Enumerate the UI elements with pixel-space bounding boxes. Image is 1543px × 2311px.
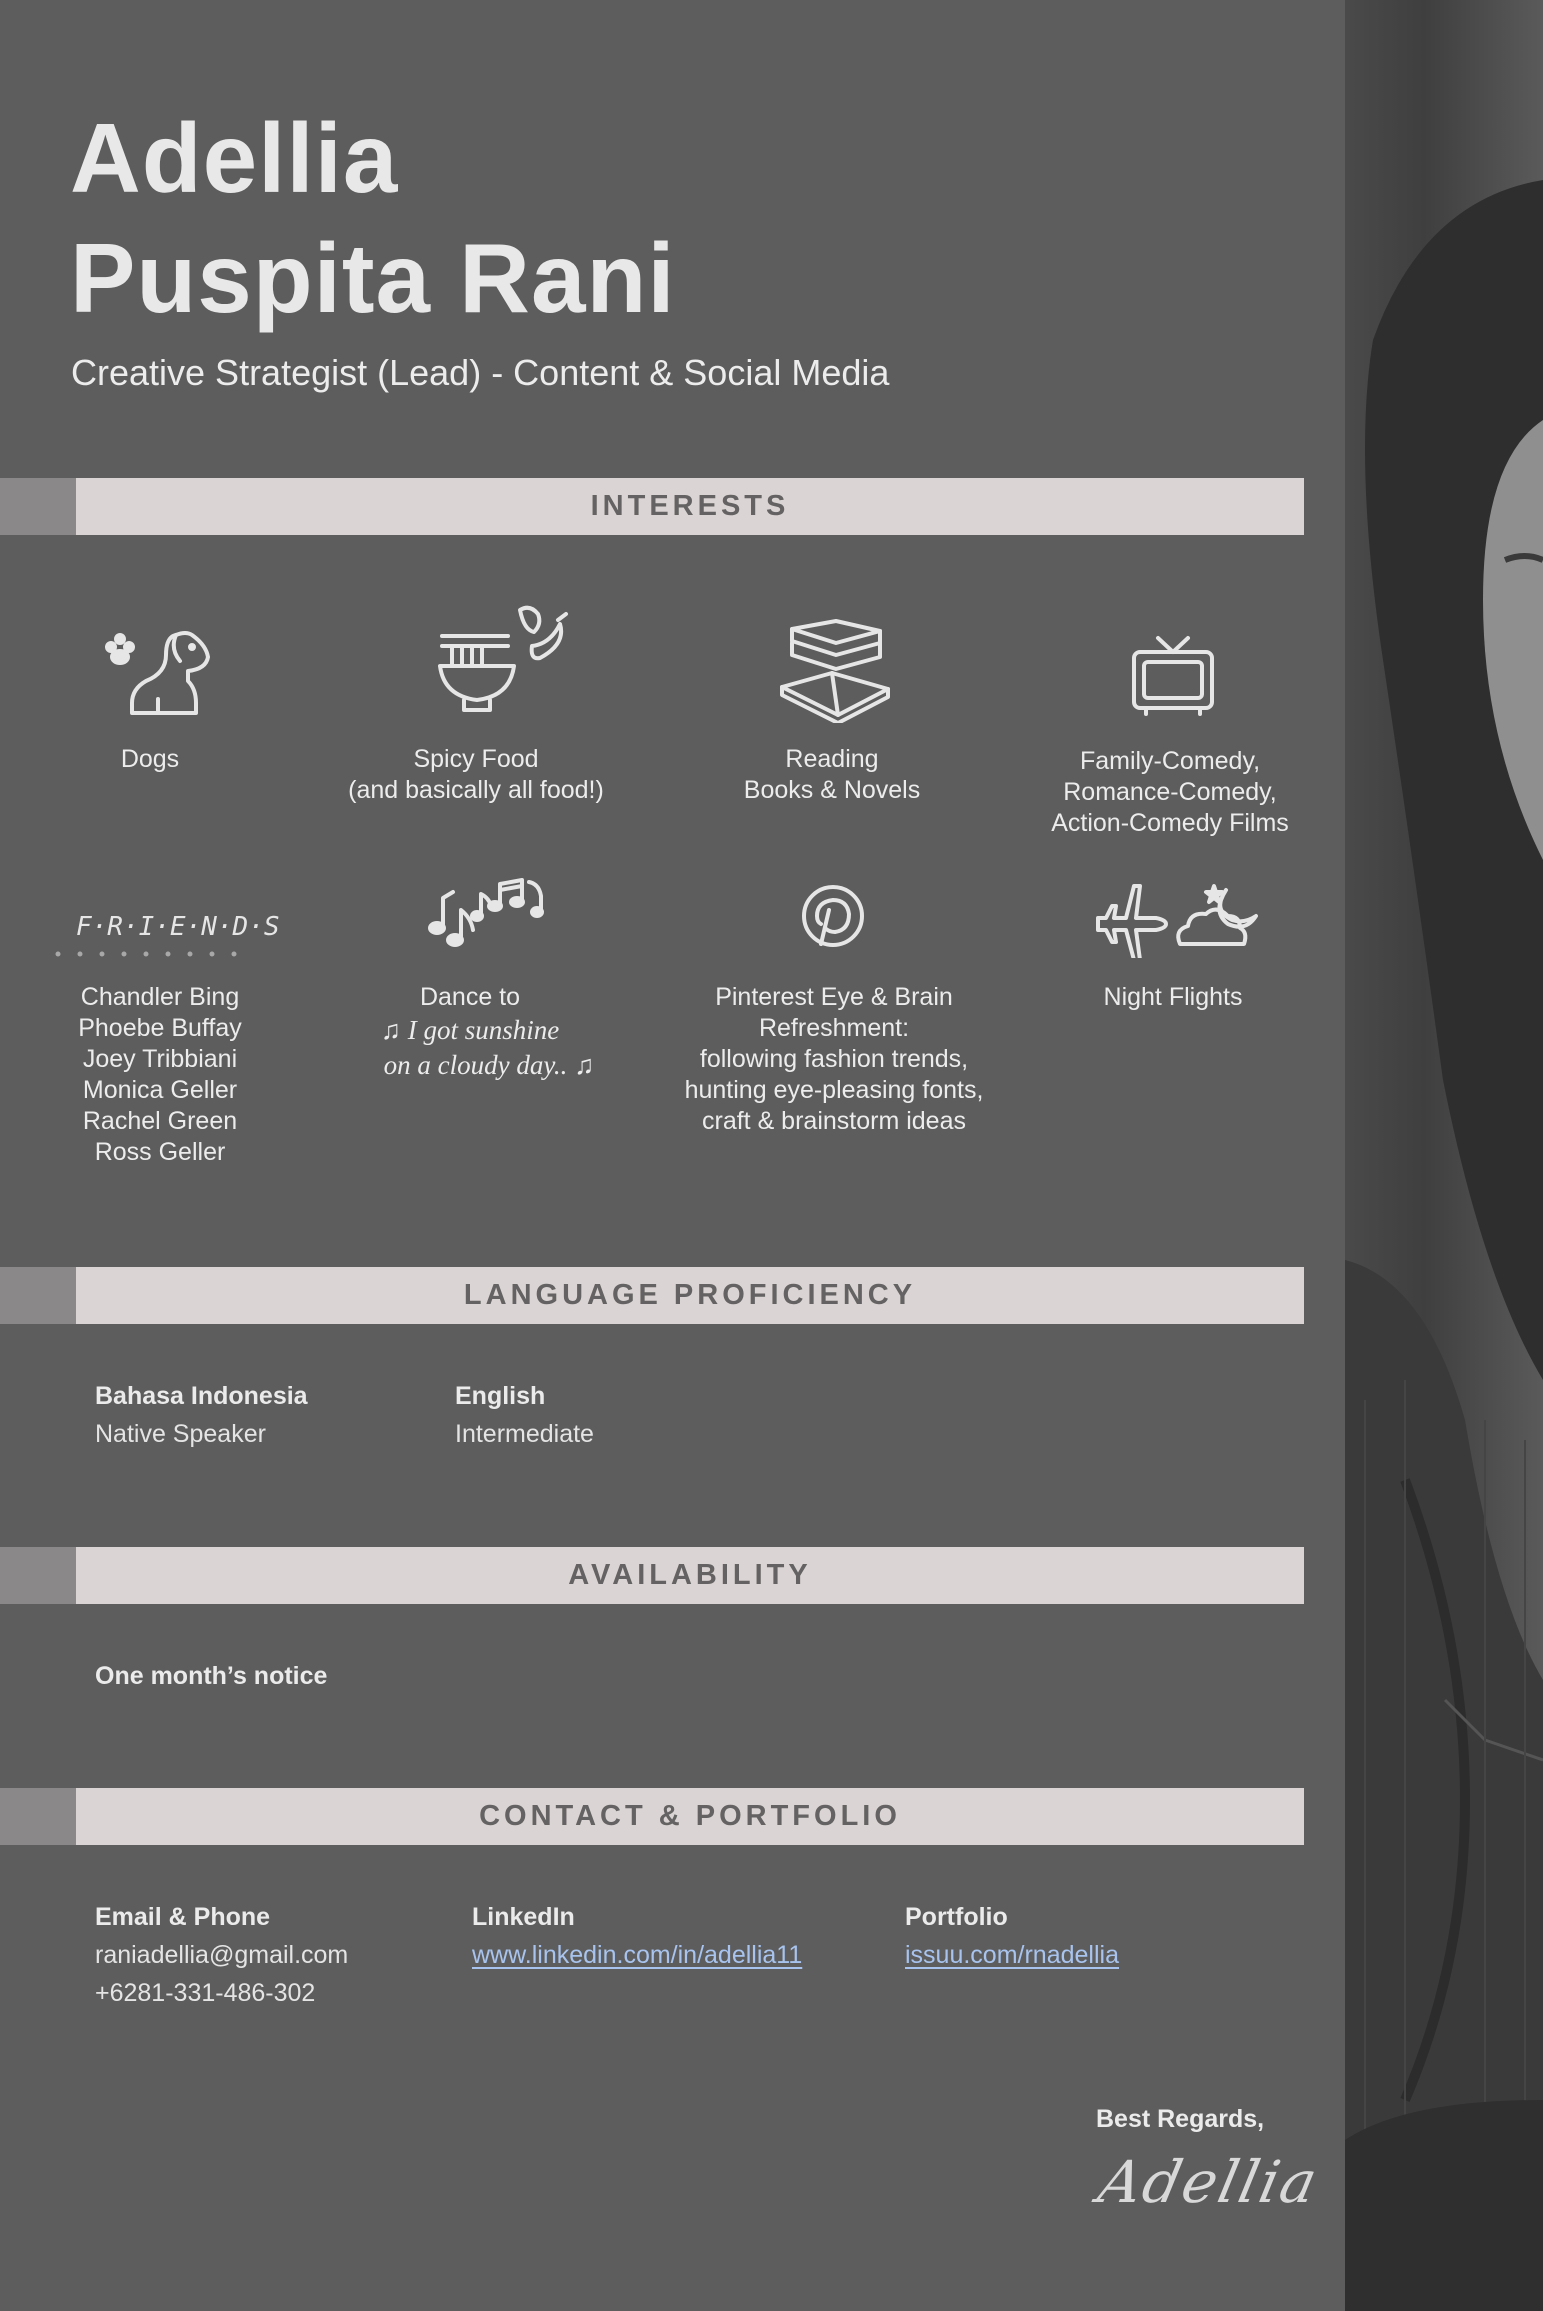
interest-reading-line-1: Reading (785, 745, 879, 773)
noodle-bowl-icon (432, 598, 572, 716)
dog-icon (100, 625, 212, 717)
interest-night-flights: Night Flights (1103, 983, 1243, 1011)
section-tab (0, 478, 76, 535)
portfolio-label: Portfolio (905, 1903, 1008, 1931)
music-notes-icon (425, 876, 545, 960)
job-title: Creative Strategist (Lead) - Content & Social Media (71, 352, 890, 393)
dance-lyric-line-2: on a cloudy day.. ♫ (383, 1050, 595, 1080)
friends-logo: F·R·I·E·N·D·S (76, 912, 280, 942)
language-level: Native Speaker (95, 1420, 266, 1448)
language-level: Intermediate (455, 1420, 594, 1448)
interest-food-line-2: (and basically all food!) (348, 776, 604, 804)
pinterest-icon (801, 884, 865, 948)
interest-dogs: Dogs (120, 745, 180, 773)
section-tab (0, 1788, 76, 1845)
section-tab (0, 1547, 76, 1604)
name-line-1: Adellia (70, 103, 399, 213)
section-header-interests: INTERESTS (76, 478, 1304, 535)
friends-cast-member: Ross Geller (94, 1138, 226, 1166)
friends-cast-member: Phoebe Buffay (78, 1014, 242, 1042)
interest-reading (710, 744, 954, 806)
profile-photo (1345, 0, 1543, 2311)
availability-notice: One month’s notice (95, 1662, 328, 1690)
friends-dots (54, 950, 254, 958)
friends-cast-member: Chandler Bing (80, 983, 240, 1011)
interest-films-line-2: Romance-Comedy, (1063, 778, 1277, 806)
books-icon (780, 615, 892, 723)
interest-reading-line-2: Books & Novels (743, 776, 921, 804)
section-header-availability: AVAILABILITY (76, 1547, 1304, 1604)
portfolio-link[interactable]: issuu.com/rnadellia (905, 1941, 1119, 1969)
email-address[interactable]: raniadellia@gmail.com (95, 1941, 349, 1969)
airplane-icon (1096, 882, 1170, 958)
interest-pinterest (664, 982, 1004, 1137)
section-tab (0, 1267, 76, 1324)
name-line-2: Puspita Rani (70, 223, 676, 333)
phone-number[interactable]: +6281-331-486-302 (95, 1979, 316, 2007)
pinterest-line: craft & brainstorm ideas (702, 1107, 966, 1135)
pinterest-line: following fashion trends, (699, 1045, 969, 1073)
email-phone-label: Email & Phone (95, 1903, 271, 1931)
language-name: English (455, 1382, 546, 1410)
dance-lyric-line-1: ♫ I got sunshine (380, 1015, 560, 1045)
interest-dance (330, 982, 610, 1083)
interest-food-line-1: Spicy Food (413, 745, 539, 773)
linkedin-link[interactable]: www.linkedin.com/in/adellia11 (472, 1941, 803, 1969)
closing-regards: Best Regards, (1096, 2105, 1265, 2133)
interest-dance-line-1: Dance to (419, 983, 521, 1011)
signature: Adellia (1092, 2148, 1325, 2216)
friends-cast-member: Joey Tribbiani (82, 1045, 238, 1073)
interest-films-line-3: Action-Comedy Films (1051, 809, 1289, 837)
full-name (70, 98, 676, 338)
pinterest-line: hunting eye-pleasing fonts, (684, 1076, 984, 1104)
profile-photo-art (1345, 0, 1543, 2311)
cloud-moon-icon (1174, 880, 1260, 950)
pinterest-line: Pinterest Eye & Brain (715, 983, 953, 1011)
interest-films (1020, 746, 1320, 839)
linkedin-label: LinkedIn (472, 1903, 575, 1931)
section-header-language: LANGUAGE PROFICIENCY (76, 1267, 1304, 1324)
interest-friends-cast (50, 982, 270, 1168)
tv-icon (1130, 634, 1216, 718)
language-name: Bahasa Indonesia (95, 1382, 308, 1410)
pinterest-line: Refreshment: (758, 1014, 910, 1042)
section-header-contact: CONTACT & PORTFOLIO (76, 1788, 1304, 1845)
friends-cast-member: Rachel Green (82, 1107, 238, 1135)
interest-films-line-1: Family-Comedy, (1079, 747, 1261, 775)
friends-cast-member: Monica Geller (82, 1076, 238, 1104)
interest-spicy-food (330, 744, 622, 806)
